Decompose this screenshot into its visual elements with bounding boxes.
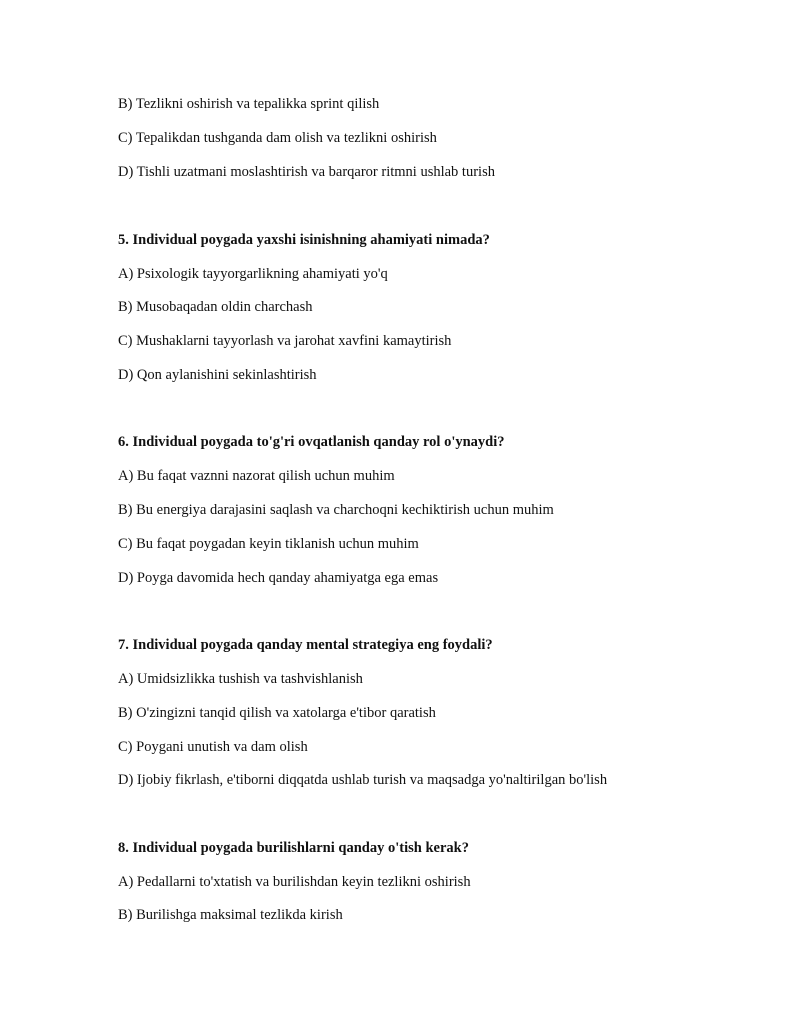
answer-option: B) Bu energiya darajasini saqlash va charchoqni kechiktirish uchun muhim xyxy=(118,502,554,518)
answer-option: A) Pedallarni to'xtatish va burilishdan keyin tezlikni oshirish xyxy=(118,874,471,890)
answer-option: C) Bu faqat poygadan keyin tiklanish uchun muhim xyxy=(118,536,419,552)
question-title: 5. Individual poygada yaxshi isinishning ahamiyati nimada? xyxy=(118,232,490,248)
answer-option: B) O'zingizni tanqid qilish va xatolarga e'tibor qaratish xyxy=(118,705,436,721)
answer-option: B) Musobaqadan oldin charchash xyxy=(118,299,313,315)
answer-option: C) Poygani unutish va dam olish xyxy=(118,739,308,755)
answer-option: A) Psixologik tayyorgarlikning ahamiyati yo'q xyxy=(118,266,388,282)
answer-option: A) Umidsizlikka tushish va tashvishlanish xyxy=(118,671,363,687)
answer-option: B) Tezlikni oshirish va tepalikka sprint qilish xyxy=(118,96,380,112)
question-title: 7. Individual poygada qanday mental strategiya eng foydali? xyxy=(118,637,493,653)
answer-option: D) Ijobiy fikrlash, e'tiborni diqqatda ushlab turish va maqsadga yo'naltirilgan bo'lish xyxy=(118,772,608,788)
answer-option: B) Burilishga maksimal tezlikda kirish xyxy=(118,907,343,923)
answer-option: A) Bu faqat vaznni nazorat qilish uchun muhim xyxy=(118,468,395,484)
question-title: 6. Individual poygada to'g'ri ovqatlanish qanday rol o'ynaydi? xyxy=(118,434,505,450)
answer-option: D) Poyga davomida hech qanday ahamiyatga ega emas xyxy=(118,570,439,586)
answer-option: C) Mushaklarni tayyorlash va jarohat xavfini kamaytirish xyxy=(118,333,452,349)
question-title: 8. Individual poygada burilishlarni qanday o'tish kerak? xyxy=(118,840,469,856)
answer-option: D) Tishli uzatmani moslashtirish va barqaror ritmni ushlab turish xyxy=(118,164,495,180)
answer-option: D) Qon aylanishini sekinlashtirish xyxy=(118,367,317,383)
answer-option: C) Tepalikdan tushganda dam olish va tezlikni oshirish xyxy=(118,130,437,146)
